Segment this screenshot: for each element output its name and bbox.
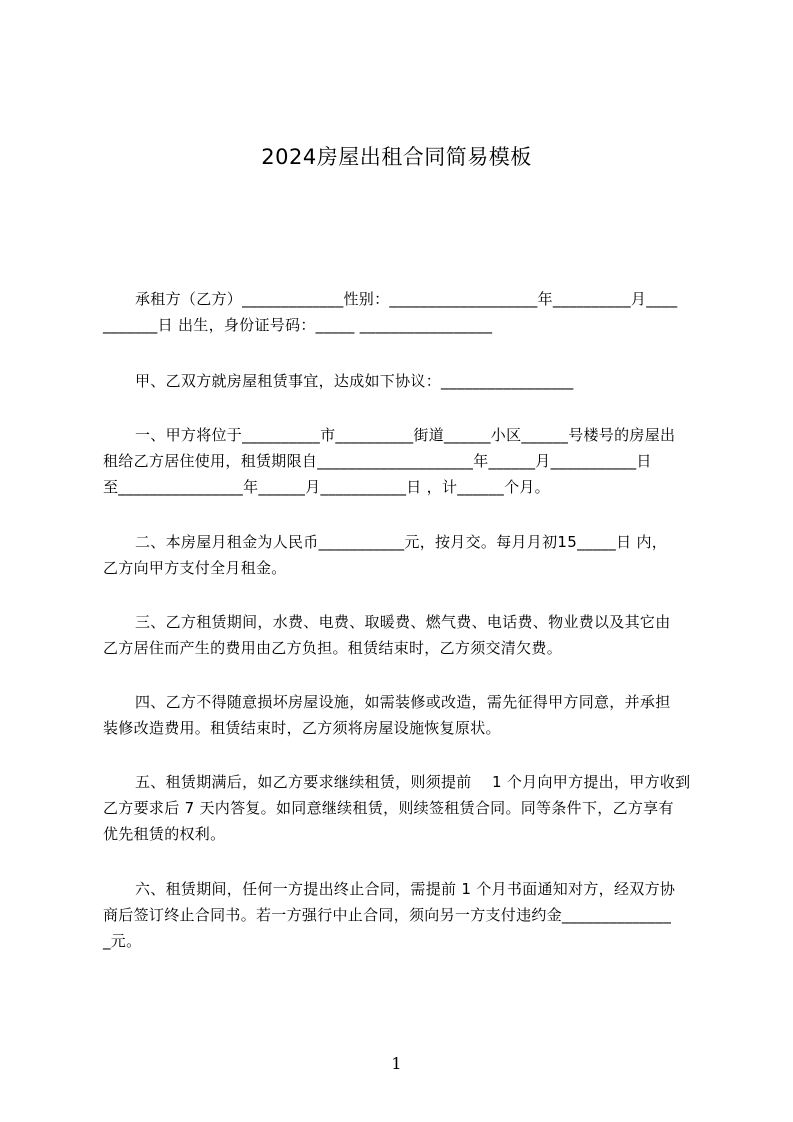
paragraph-line: 乙方要求后 7 天内答复。如同意继续租赁，则续签租赁合同。同等条件下，乙方享有 bbox=[103, 799, 674, 817]
paragraph-line: 租给乙方居住使用，租赁期限自____________________年______月___________日 bbox=[103, 452, 652, 470]
clause-5-renewal bbox=[103, 769, 703, 847]
paragraph-line: 承租方（乙方）_____________性别：___________________年__________月____ bbox=[135, 290, 678, 308]
paragraph-line: 四、乙方不得随意损坏房屋设施，如需装修或改造，需先征得甲方同意，并承担 bbox=[135, 693, 671, 711]
page-number: 1 bbox=[391, 1054, 402, 1073]
paragraph-line: 商后签订终止合同书。若一方强行中止合同，须向另一方支付违约金______________ bbox=[103, 906, 672, 924]
paragraph-line: 优先租赁的权利。 bbox=[103, 825, 226, 843]
paragraph-line: 一、甲方将位于__________市__________街道______小区______号楼号的房屋出 bbox=[135, 426, 676, 444]
paragraph-line: 乙方居住而产生的费用由乙方负担。租赁结束时，乙方须交清欠费。 bbox=[103, 639, 563, 657]
paragraph-line: 至________________年______月___________日 ，计______个月。 bbox=[103, 478, 550, 496]
paragraph-agreement-intro bbox=[103, 368, 703, 394]
paragraph-line: 五、租赁期满后，如乙方要求继续租赁，则须提前 1 个月向甲方提出，甲方收到 bbox=[135, 773, 691, 791]
clause-1-property-term bbox=[103, 422, 703, 500]
paragraph-line: _元。 bbox=[103, 932, 142, 950]
paragraph-line: 六、租赁期间，任何一方提出终止合同，需提前 1 个月书面通知对方，经双方协 bbox=[135, 880, 676, 898]
clause-6-termination bbox=[103, 876, 703, 954]
paragraph-line: 装修改造费用。租赁结束时，乙方须将房屋设施恢复原状。 bbox=[103, 719, 501, 737]
paragraph-tenant-info bbox=[103, 286, 703, 338]
clause-2-rent bbox=[103, 529, 703, 581]
paragraph-line: 二、本房屋月租金为人民币___________元，按月交。每月月初15_____日 内， bbox=[135, 533, 668, 551]
paragraph-line: 甲、乙双方就房屋租赁事宜，达成如下协议：_________________ bbox=[135, 372, 574, 390]
paragraph-line: _______日 出生，身份证号码：_____ _________________ bbox=[103, 316, 493, 334]
clause-4-facilities bbox=[103, 689, 703, 741]
document-title: 2024房屋出租合同简易模板 bbox=[261, 145, 532, 169]
clause-3-fees bbox=[103, 609, 703, 661]
paragraph-line: 乙方向甲方支付全月租金。 bbox=[103, 559, 287, 577]
paragraph-line: 三、乙方租赁期间，水费、电费、取暖费、燃气费、电话费、物业费以及其它由 bbox=[135, 613, 671, 631]
